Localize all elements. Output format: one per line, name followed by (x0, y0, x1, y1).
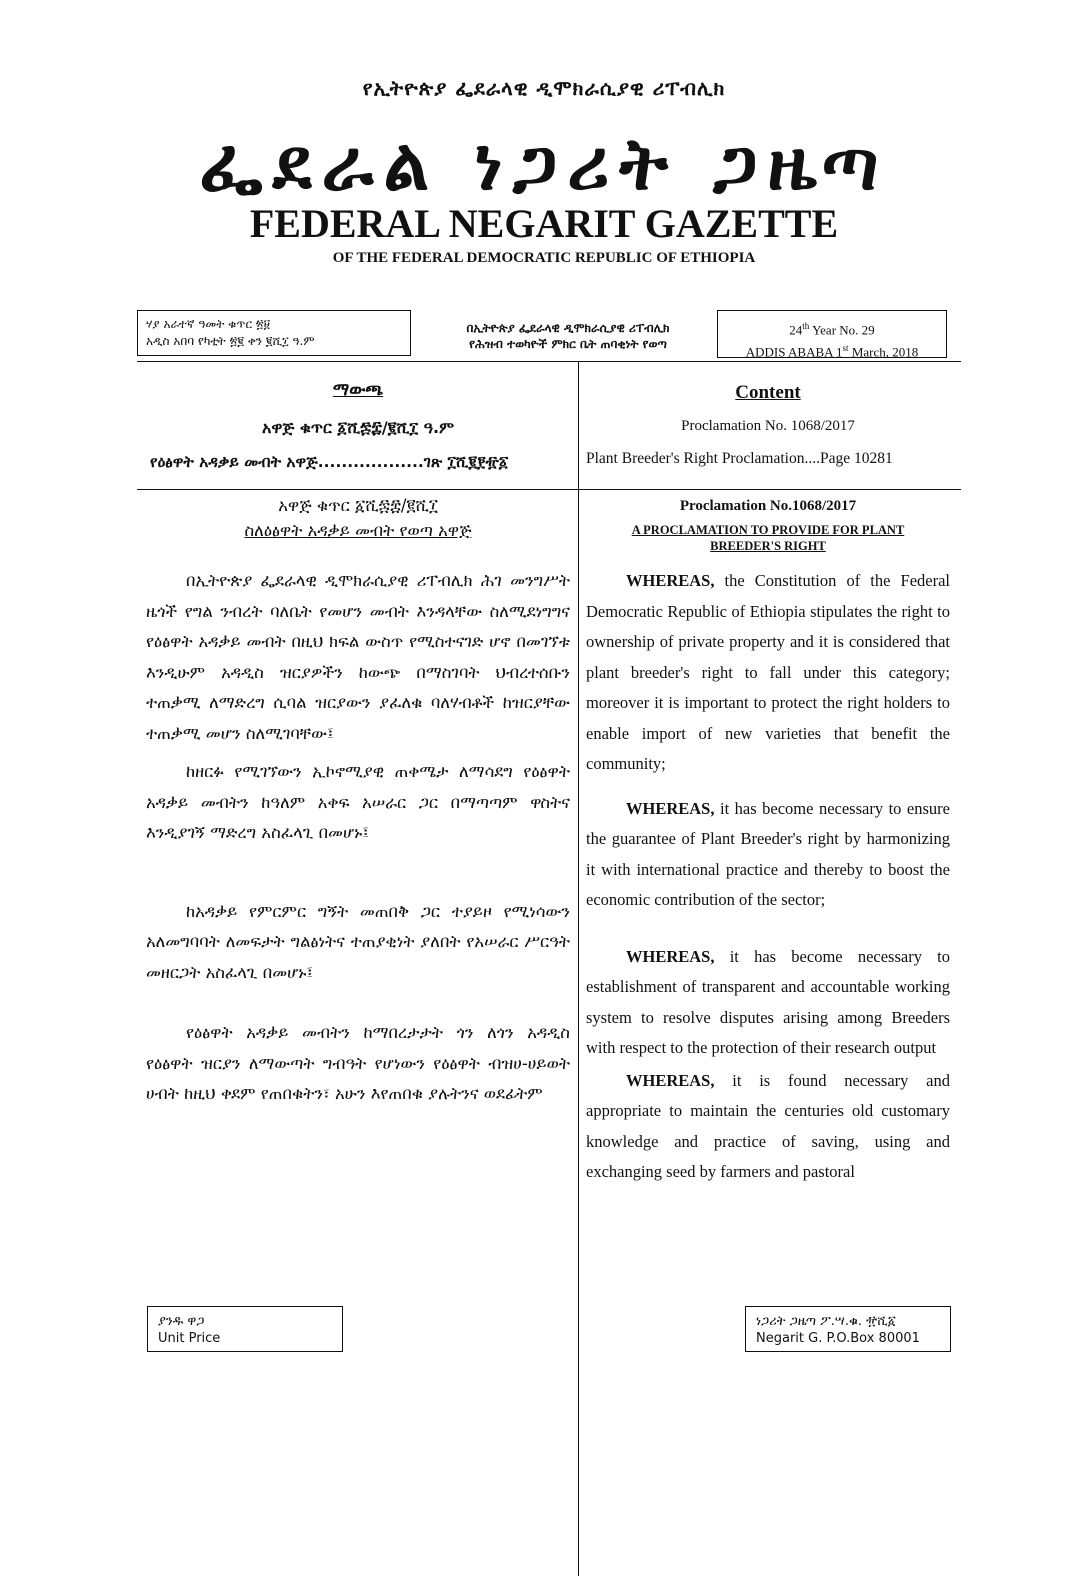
amharic-paragraph-2: ከዘርፉ የሚገኘውን ኢኮኖሚያዊ ጠቀሜታ ለማሳደግ የዕፅዋት አዳቃይ መብትን ከዓለም አቀፍ አሠራር ጋር በማጣጣም ዋስትና እንዲያገኝ ማድረግ አስፈላጊ በመሆኑ፤ (146, 762, 570, 842)
unit-price-box (147, 1306, 343, 1352)
masthead-amharic-issue-box (137, 310, 411, 356)
proclamation-title-english: A PROCLAMATION TO PROVIDE FOR PLANT BREEDER'S RIGHT (631, 523, 905, 553)
toc-heading-english: Content (735, 382, 801, 403)
po-box (745, 1306, 951, 1352)
proclamation-title-amharic: ስለዕፅዋት አዳቃይ መብት የወጣ አዋጅ (244, 521, 472, 540)
toc-proclamation-amharic: አዋጅ ቁጥር ፩ሺ፷፰/፪ሺ፲ ዓ.ም (261, 418, 455, 437)
english-paragraph-3: WHEREAS, it has become necessary to establishment of transparent and accountable working system to resolve disputes arising among Breeders with respect to the protection of their research output (586, 946, 950, 1057)
masthead-publisher (420, 320, 716, 352)
gazette-subtitle: OF THE FEDERAL DEMOCRATIC REPUBLIC OF ETHIOPIA (332, 250, 756, 266)
amharic-republic-name: የኢትዮጵያ ፌደራላዊ ዲሞክራሲያዊ ሪፐብሊክ (362, 76, 726, 100)
amharic-issue-number: ሃያ አራተኛ ዓመት ቁጥር ፳፱ (146, 317, 271, 331)
english-issue-number: 24th Year No. 29 (789, 321, 875, 338)
publisher-line-2: የሕዝብ ተወካዮች ምክር ቤት ጠባቂነት የወጣ (469, 337, 667, 351)
column-divider (578, 361, 579, 1576)
toc-heading-amharic: ማውጫ (332, 380, 384, 400)
amharic-paragraph-4: የዕፅዋት አዳቃይ መብትን ከማበረታታት ጎን ለጎን አዳዲስ የዕፅዋት ዝርያን ለማውጣት ግብዓት የሆነውን የዕፅዋት ብዝሀ-ሀይወት ሀብት ከዚህ ቀደም የጠበቁትን፣ አሁን እየጠበቁ ያሉትንና ወደፊትም (146, 1023, 570, 1103)
po-box-amharic: ነጋሪት ጋዜጣ ፖ.ሣ.ቁ. ፹ሺ፩ (756, 1314, 896, 1329)
unit-price-amharic: ያንዱ ዋጋ (158, 1314, 205, 1329)
amharic-body-text (146, 566, 570, 1110)
english-paragraph-4: WHEREAS, it is found necessary and appropriate to maintain the centuries old customary knowledge and practice of saving, using and exchanging seed by farmers and pastoral (586, 1070, 950, 1181)
toc-entry-amharic: የዕፅዋት አዳቃይ መብት አዋጅ..................ገጽ ፲ሺ፪፻፹፩ (150, 453, 509, 471)
english-paragraph-2: WHEREAS, it has become necessary to ensure the guarantee of Plant Breeder's right by harmonizing it with international practice and thereby to boost the economic contribution of the sector; (586, 798, 950, 909)
amharic-paragraph-1: በኢትዮጵያ ፌደራላዊ ዲሞክራሲያዊ ሪፐብሊክ ሕገ መንግሥት ዜጎች የግል ንብረት ባለቤት የመሆን መብት እንዳላቸው ስለሚደነግግና የዕፅዋት አዳቃይ መብት በዚህ ክፍል ውስጥ የሚስተናገድ ሆኖ በመገኘቱ እንዲሁም አዳዲስ ዝርያዎችን ከውጭ በማስገባት ህብረተሰቡን ተጠቃሚ ለማድረግ ሲባል ዝርያውን ያፈለቁ ባለሃብቶች ከዝርያቸው ተጠቃሚ መሆን ስለሚገባቸው፤ (146, 571, 570, 743)
publisher-line-1: በኢትዮጵያ ፌደራላዊ ዲሞክራሲያዊ ሪፐብሊክ (466, 321, 670, 335)
amharic-gazette-title: ፌደራል ነጋሪት ጋዜጣ (199, 122, 889, 206)
gazette-title: FEDERAL NEGARIT GAZETTE (249, 201, 839, 246)
amharic-issue-date: አዲስ አበባ የካቲት ፳፪ ቀን ፪ሺ፲ ዓ.ም (146, 334, 315, 348)
toc-rule (137, 489, 961, 490)
header-rule (137, 361, 961, 362)
proclamation-number-english: Proclamation No.1068/2017 (679, 498, 857, 514)
amharic-paragraph-3: ከአዳቃይ የምርምር ግኝት መጠበቅ ጋር ተያይዞ የሚነሳውን አለመግባባት ለመፍታት ግልፅነትና ተጠያቂነት ያለበት የአሠራር ሥርዓት መዘርጋት አስፈላጊ በመሆኑ፤ (146, 901, 570, 982)
proclamation-number-amharic: አዋጅ ቁጥር ፩ሺ፷፰/፪ሺ፲ (278, 496, 438, 515)
toc-proclamation-english: Proclamation No. 1068/2017 (681, 418, 855, 434)
po-box-english: Negarit G. P.O.Box 80001 (756, 1331, 920, 1346)
english-body-text (586, 566, 950, 1188)
masthead-english-issue-box (717, 310, 947, 358)
unit-price-english: Unit Price (158, 1331, 221, 1346)
english-paragraph-1: WHEREAS, the Constitution of the Federal Democratic Republic of Ethiopia stipulates the right to ownership of private property and it is considered that plant breeder's right to fall under this category; moreover it is important to protect the right holders to enable import of new varieties that benefit the community; (586, 571, 950, 773)
english-issue-date: ADDIS ABABA 1st March, 2018 (745, 343, 919, 360)
toc-entry-english: Plant Breeder's Right Proclamation....Page 10281 (586, 450, 893, 467)
